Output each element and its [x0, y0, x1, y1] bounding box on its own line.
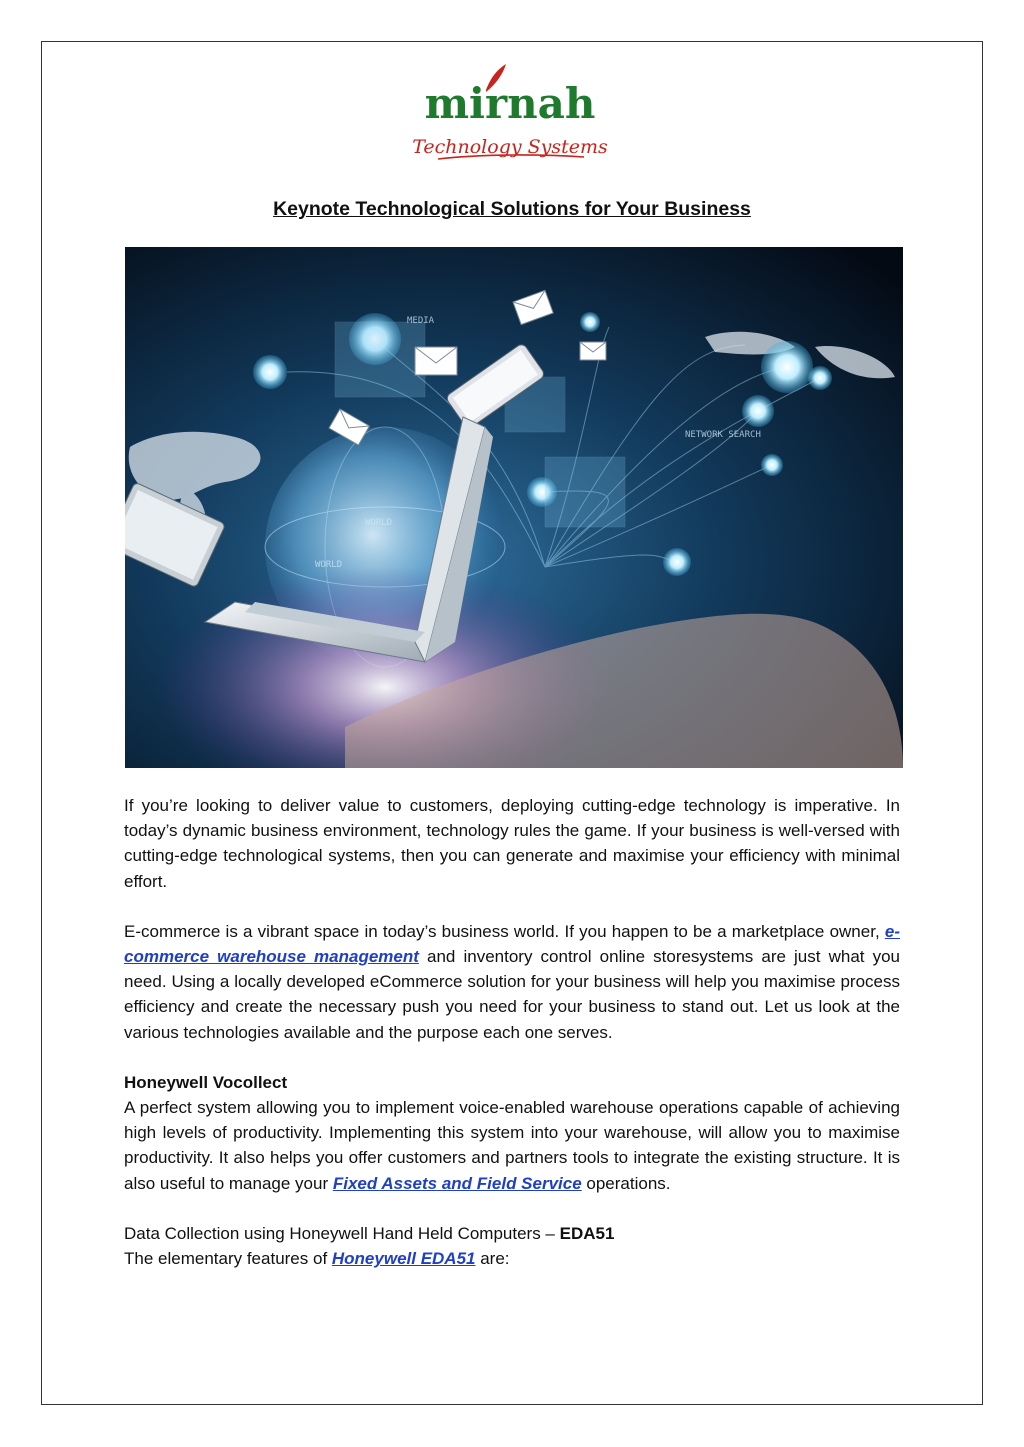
- vocollect-text-before: A perfect system allowing you to implement voice-enabled warehouse operations capable of achieving high levels of productivity. Implementing this system into your warehouse, will allow you to maximise productivity. It also helps you offer customers and partners tools to integrate the existing structure. It is also useful to manage your: [124, 1098, 900, 1193]
- page-title: Keynote Technological Solutions for Your Business: [273, 198, 751, 220]
- vocollect-heading: Honeywell Vocollect: [124, 1072, 288, 1092]
- p2-text-after: and inventory control online storesystems are just what you need. Using a locally developed eCommerce solution for your business will help you maximise process efficiency and create the necessary push you need for your business to stand out. Let us look at the various technologies available and the purpose each one serves.: [124, 947, 900, 1042]
- logo-tagline-text: Technology Systems: [412, 136, 608, 158]
- eda51-line2-after: are:: [475, 1249, 510, 1269]
- fixed-assets-link[interactable]: Fixed Assets and Field Service: [332, 1173, 582, 1193]
- ecommerce-warehouse-link[interactable]: e-commerce warehouse management: [124, 921, 900, 967]
- p2-text-before: E-commerce is a vibrant space in today’s business world. If you happen to be a marketplace owner,: [124, 921, 885, 941]
- hero-label-world: WORLD: [365, 518, 393, 528]
- article-body: [124, 793, 900, 1271]
- company-logo: [400, 62, 620, 167]
- intro-paragraph-2: [124, 919, 900, 1045]
- eda51-line-2: [124, 1246, 900, 1271]
- hero-label-media: MEDIA: [407, 316, 435, 326]
- eda51-model: EDA51: [559, 1223, 615, 1243]
- eda51-line1-text: Data Collection using Honeywell Hand Held Computers –: [124, 1223, 560, 1243]
- vocollect-text-after: operations.: [581, 1173, 671, 1193]
- hero-illustration: [125, 247, 903, 768]
- logo-graphic: [400, 62, 620, 167]
- intro-paragraph-1: If you’re looking to deliver value to customers, deploying cutting-edge technology is imperative. In today’s dynamic business environment, technology rules the game. If your business is well-versed with cutting-edge technological systems, then you can generate and maximise your efficiency with minimal effort.: [124, 796, 900, 891]
- vocollect-paragraph: [124, 1095, 900, 1196]
- hero-image: [125, 247, 903, 768]
- logo-brand-text: mirnah: [424, 79, 596, 128]
- eda51-line2-before: The elementary features of: [124, 1249, 332, 1269]
- honeywell-eda51-link[interactable]: Honeywell EDA51: [331, 1249, 476, 1269]
- hero-label-network: NETWORK SEARCH: [685, 430, 761, 440]
- eda51-line-1: [124, 1221, 900, 1246]
- hero-label-world-2: WORLD: [315, 560, 343, 570]
